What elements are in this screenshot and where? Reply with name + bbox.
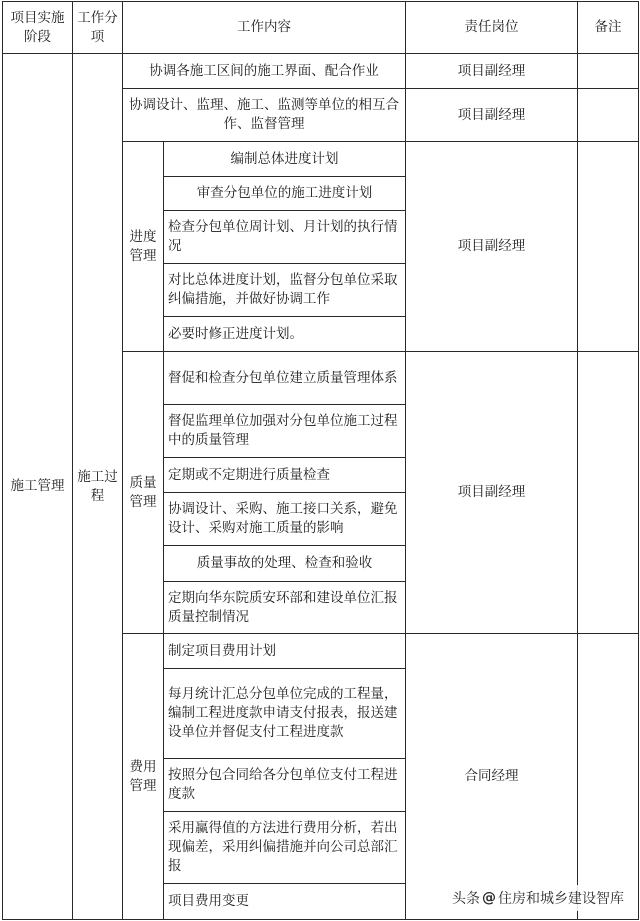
stage-cell: 施工管理: [3, 54, 73, 920]
content-cell: 按照分包合同给各分包单位支付工程进度款: [164, 759, 406, 812]
role-cell: 项目副经理: [406, 352, 578, 634]
content-cell: 协调各施工区间的施工界面、配合作业: [123, 54, 406, 89]
header-content: 工作内容: [123, 2, 406, 54]
note-cell: [578, 89, 639, 142]
note-cell: [578, 352, 639, 634]
header-stage: 项目实施阶段: [3, 2, 73, 54]
role-cell: 合同经理: [406, 634, 578, 920]
content-cell: 督促和检查分包单位建立质量管理体系: [164, 352, 406, 405]
content-cell: 项目费用变更: [164, 884, 406, 920]
note-cell: [578, 54, 639, 89]
content-cell: 每月统计汇总分包单位完成的工程量，编制工程进度款申请支付报表，报送建设单位并督促支付工程进度款: [164, 669, 406, 759]
group-name-cell: 费用管理: [123, 634, 164, 920]
header-note: 备注: [578, 2, 639, 54]
header-role: 责任岗位: [406, 2, 578, 54]
watermark-account: 住房和城乡建设智库: [498, 891, 624, 907]
role-cell: 项目副经理: [406, 89, 578, 142]
watermark-at-symbol: @: [482, 890, 496, 906]
role-cell: 项目副经理: [406, 142, 578, 352]
content-cell: 审查分包单位的施工进度计划: [164, 177, 406, 211]
subitem-cell: 施工过程: [73, 54, 123, 920]
content-cell: 制定项目费用计划: [164, 634, 406, 669]
group-name-cell: 质量管理: [123, 352, 164, 634]
content-cell: 采用赢得值的方法进行费用分析，若出现偏差，采用纠偏措施并向公司总部汇报: [164, 812, 406, 884]
watermark-prefix: 头条: [452, 891, 480, 907]
role-cell: 项目副经理: [406, 54, 578, 89]
content-cell: 定期向华东院质安环部和建设单位汇报质量控制情况: [164, 582, 406, 634]
content-cell: 对比总体进度计划，监督分包单位采取纠偏措施，并做好协调工作: [164, 264, 406, 317]
header-subitem: 工作分项: [73, 2, 123, 54]
responsibility-table: [2, 1, 639, 920]
group-name-cell: 进度管理: [123, 142, 164, 352]
content-cell: 编制总体进度计划: [164, 142, 406, 177]
watermark: [446, 885, 630, 911]
content-cell: 定期或不定期进行质量检查: [164, 458, 406, 493]
note-cell: [578, 634, 639, 920]
content-cell: 质量事故的处理、检查和验收: [164, 546, 406, 582]
table-row: [3, 54, 639, 89]
content-cell: 协调设计、采购、施工接口关系，避免设计、采购对施工质量的影响: [164, 493, 406, 546]
content-cell: 协调设计、监理、施工、监测等单位的相互合作、监督管理: [123, 89, 406, 142]
content-cell: 督促监理单位加强对分包单位施工过程中的质量管理: [164, 405, 406, 458]
content-cell: 检查分包单位周计划、月计划的执行情况: [164, 211, 406, 264]
note-cell: [578, 142, 639, 352]
header-row: [3, 2, 639, 54]
content-cell: 必要时修正进度计划。: [164, 317, 406, 352]
